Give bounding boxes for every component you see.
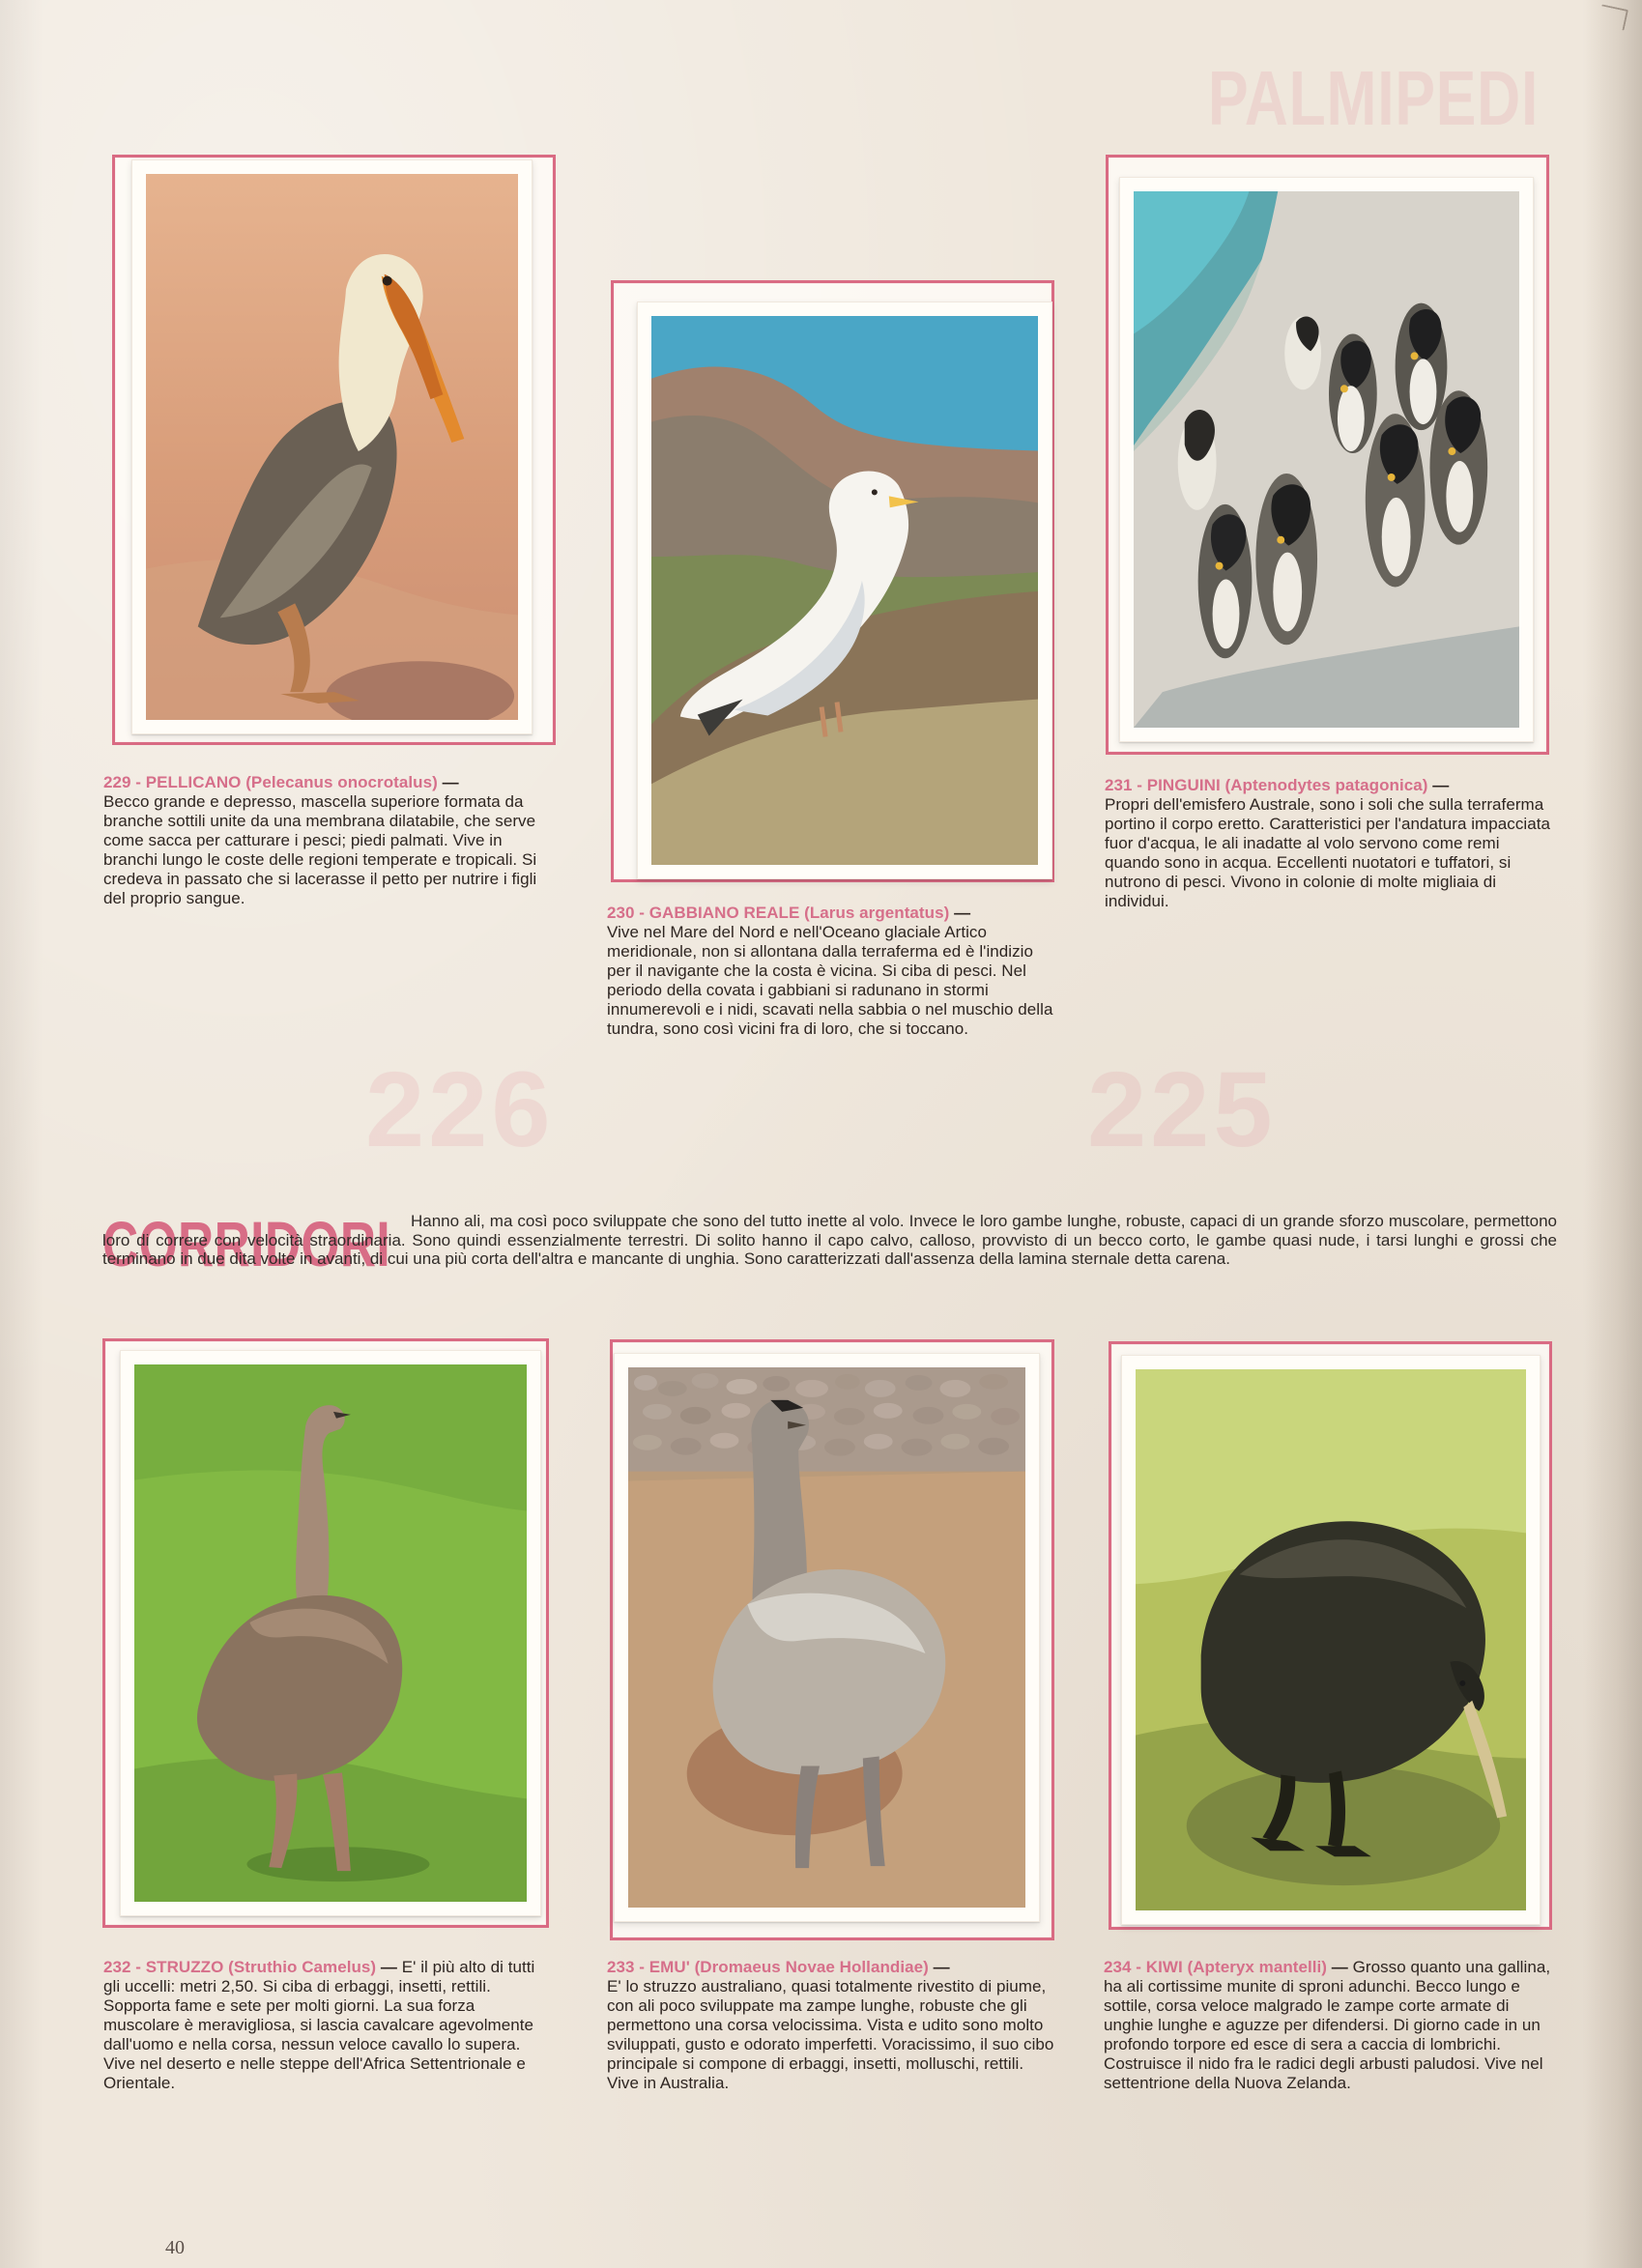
sticker-card-229 xyxy=(131,159,533,734)
sticker-card-232 xyxy=(120,1350,541,1916)
sticker-card-234 xyxy=(1121,1355,1541,1925)
background-number-ghost-225: 225 xyxy=(1087,1050,1277,1169)
kiwi-photo-icon xyxy=(1136,1369,1526,1910)
kiwi-photo xyxy=(1136,1369,1526,1910)
caption-230 xyxy=(607,904,1055,1039)
penguin-photo xyxy=(1134,191,1519,728)
ostrich-photo-icon xyxy=(134,1364,527,1902)
caption-229 xyxy=(103,773,550,908)
caption-dash-233: — xyxy=(933,1958,950,1976)
background-heading-ghost: PALMIPEDI xyxy=(1208,55,1540,141)
emu-photo-icon xyxy=(628,1367,1025,1908)
pelican-photo xyxy=(146,174,518,720)
caption-234 xyxy=(1104,1958,1553,2093)
background-number-ghost-226: 226 xyxy=(365,1050,555,1169)
penguin-photo-icon xyxy=(1134,191,1519,728)
caption-dash-229: — xyxy=(442,773,459,791)
caption-body-231: Propri dell'emisfero Australe, sono i soli che sulla terraferma portino il corpo eretto. Caratteristici per l'andatura impacciata fuor d'acqua, le ali inadatte al volo servono come remi quando sono in acqua. Eccellenti nuotatori e tuffatori, si nutrono di pesci. Vivono in colonie di molte migliaia di individui. xyxy=(1105,795,1550,911)
ostrich-photo xyxy=(134,1364,527,1902)
sticker-card-230 xyxy=(637,301,1052,879)
caption-dash-234: — xyxy=(1331,1958,1348,1976)
caption-body-233: E' lo struzzo australiano, quasi totalmente rivestito di piume, con ali poco sviluppate ma zampe lunghe, robuste che gli permettono una corsa velocissima. Vista e udito sono molto sviluppati, gusto e odorato imperfetti. Voracissimo, il suo cibo principale si compone di erbaggi, insetti, molluschi, rettili. Vive in Australia. xyxy=(607,1977,1054,2093)
caption-body-230: Vive nel Mare del Nord e nell'Oceano glaciale Artico meridionale, non si allontana dalla terraferma ed è l'indizio per il navigante che la costa è vicina. Si ciba di pesci. Nel periodo della covata i gabbiani si radunano in stormi innumerevoli e i nidi, scavati nella sabbia o nel muschio della tundra, sono così vicini fra di loro, che si toccano. xyxy=(607,923,1053,1039)
caption-title-230: 230 - GABBIANO REALE (Larus argentatus) xyxy=(607,904,950,922)
caption-body-229: Becco grande e depresso, mascella superiore formata da branche sottili unite da una membrana dilatabile, che serve come sacca per catturare i pesci; piedi palmati. Vive in branchi lungo le coste delle regioni temperate e tropicali. Si credeva in passato che si lacerasse il petto per nutrire i figli del proprio sangue. xyxy=(103,792,537,908)
gull-photo xyxy=(651,316,1038,865)
page-number: 40 xyxy=(165,2237,185,2258)
caption-dash-232: — xyxy=(380,1958,397,1976)
section-description: Hanno ali, ma così poco sviluppate che sono del tutto inette al volo. Invece le loro gambe lunghe, robuste, capaci di un grande sforzo muscolare, permettono loro di correre con velocità straordinaria. Sono quindi essenzialmente terrestri. Di solito hanno il capo calvo, calloso, provvisto di un becco corto, le gambe quasi nude, i tarsi lunghi e grossi che terminano in due dita volte in avanti, di cui una più corta dell'altra e mancante di unghia. Sono caratterizzati dall'assenza della lamina sternale detta carena. xyxy=(102,1212,1557,1269)
caption-dash-230: — xyxy=(954,904,971,922)
emu-photo xyxy=(628,1367,1025,1908)
caption-title-229: 229 - PELLICANO (Pelecanus onocrotalus) xyxy=(103,773,438,791)
sticker-card-231 xyxy=(1119,177,1534,742)
torn-corner-icon xyxy=(1598,4,1628,30)
caption-233 xyxy=(607,1958,1054,2093)
caption-dash-231: — xyxy=(1432,776,1450,794)
caption-231 xyxy=(1105,776,1553,911)
section-title: CORRIDORI xyxy=(102,1208,391,1279)
caption-title-234: 234 - KIWI (Apteryx mantelli) xyxy=(1104,1958,1327,1976)
pelican-photo-icon xyxy=(146,174,518,720)
caption-title-233: 233 - EMU' (Dromaeus Novae Hollandiae) xyxy=(607,1958,929,1976)
gull-photo-icon xyxy=(651,316,1038,865)
caption-232 xyxy=(103,1958,551,2093)
page-crease xyxy=(1582,0,1642,2268)
sticker-card-233 xyxy=(614,1353,1040,1922)
caption-body-232: E' il più alto di tutti gli uccelli: metri 2,50. Si ciba di erbaggi, insetti, rettili. Sopporta fame e sete per molti giorni. La sua forza muscolare è meravigliosa, si lascia cavalcare agevolmente dall'uomo e nella corsa, nessun veloce cavallo lo supera. Vive nel deserto e nelle steppe dell'Africa Settentrionale e Orientale. xyxy=(103,1958,535,2093)
caption-title-232: 232 - STRUZZO (Struthio Camelus) xyxy=(103,1958,377,1976)
caption-title-231: 231 - PINGUINI (Aptenodytes patagonica) xyxy=(1105,776,1428,794)
caption-body-234: Grosso quanto una gallina, ha ali cortissime munite di sproni adunchi. Becco lungo e sottile, corsa veloce malgrado le zampe corte armate di unghie lunghe e aguzze per difendersi. Di giorno cade in un profondo torpore ed esce di sera a caccia di lombrichi. Costruisce il nido fra le radici degli arbusti paludosi. Vive nel settentrione della Nuova Zelanda. xyxy=(1104,1958,1551,2093)
